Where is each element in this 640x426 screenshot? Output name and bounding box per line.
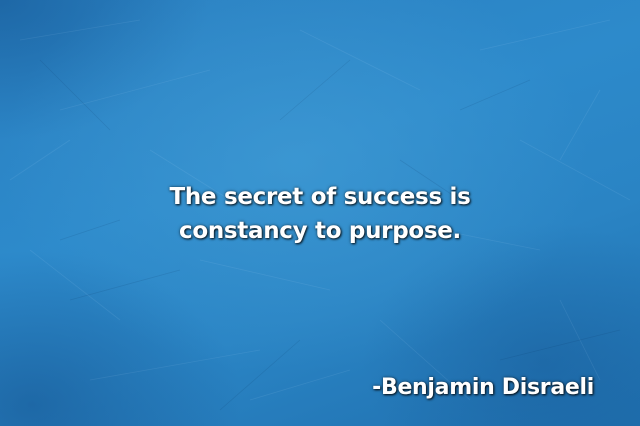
- quote-line-2: constancy to purpose.: [179, 218, 461, 244]
- quote-author: -Benjamin Disraeli: [372, 375, 594, 400]
- quote-text: [120, 180, 520, 248]
- quote-line-1: The secret of success is: [169, 184, 471, 210]
